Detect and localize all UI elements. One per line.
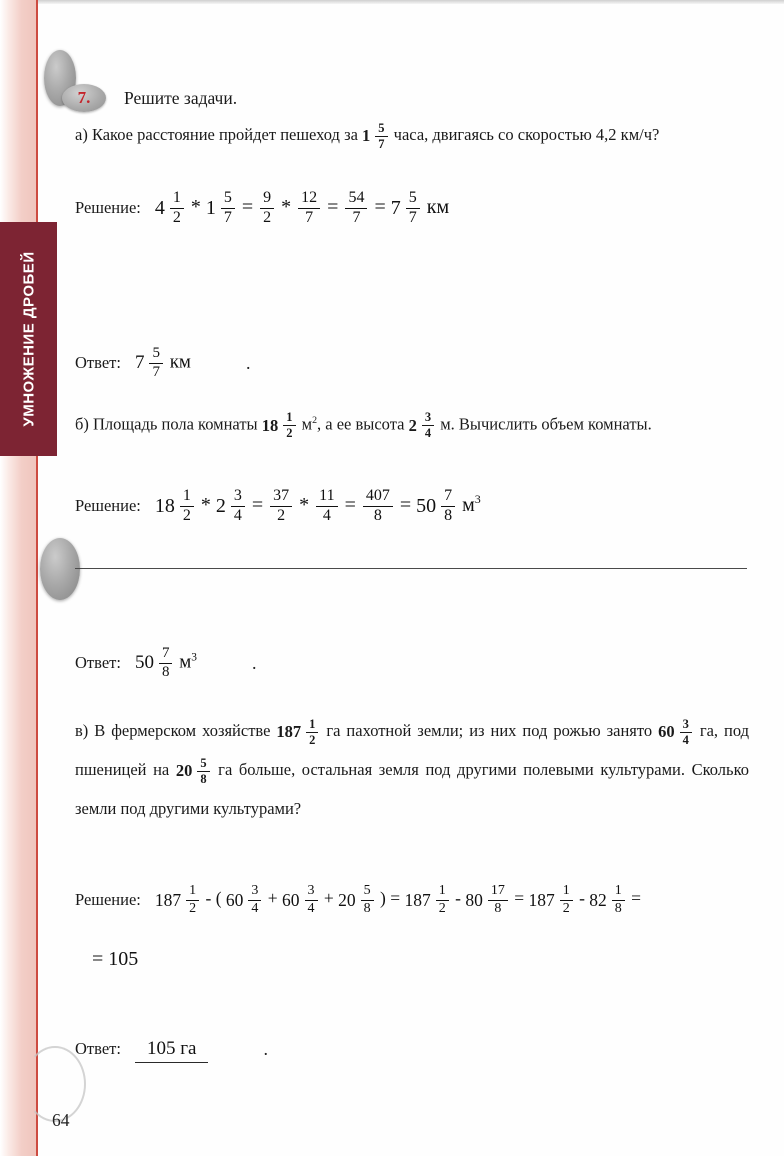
ruled-line [75,568,747,569]
answer-c-value: 105 га [135,1038,208,1060]
answer-label: Ответ: [75,653,121,673]
solution-a-expression: 4 $\frac{1}{2}$ * 1 $\frac{5}{7}$ = $\frac{9}{2}$ * $\frac{12}{7}$ = $\frac{54}{7}$ = 7 $\frac{5}{7}$ км [154,189,450,226]
solution-b-row [75,488,481,525]
solution-c-expression-line2: = 105 [92,948,139,970]
answer-b-period: . [251,652,257,673]
chapter-band [0,222,57,456]
solution-label: Решение: [75,198,141,218]
answer-b-row [75,646,256,681]
solution-c-expression-line1: 187 $\frac{1}{2}$ - ( 60 $\frac{3}{4}$ + 60 $\frac{3}{4}$ + 20 $\frac{5}{8}$ ) = 187 $\frac{1}{2}$ - 80 $\frac{17}{8}$ = 187 $\frac{1}{2}$ - 82 $\frac{1}{8}$ = [154,883,642,916]
page-edge-strip [0,0,36,1156]
page-top-edge [0,0,784,4]
answer-label: Ответ: [75,353,121,373]
answer-a-row [75,346,250,381]
solution-a-row [75,190,449,227]
problem-a-text: а) Какое расстояние пройдет пешеход за 1 $\frac{5}{7}$ часа, двигаясь со скоростью 4,2 км/ч? [75,120,660,151]
task-title: Решите задачи. [124,87,238,108]
answer-c-row [75,1038,268,1060]
page-number: 64 [52,1110,70,1130]
answer-b-value: 50 $\frac{7}{8}$ $м^3$ [134,645,197,680]
answer-a-period: . [245,352,251,373]
solution-label: Решение: [75,890,141,910]
solution-label: Решение: [75,496,141,516]
page-edge-line [36,0,38,1156]
task-header [62,84,237,112]
solution-b-expression: 18 $\frac{1}{2}$ * 2 $\frac{3}{4}$ = $\frac{37}{2}$ * $\frac{11}{4}$ = $\frac{407}{8}$ = 50 $\frac{7}{8}$ $м^3$ [154,487,481,524]
problem-c-text: в) В фермерском хозяйстве 187 $\frac{1}{2}$ га пахотной земли; из них под рожью занято 60 $\frac{3}{4}$ га, под пшеницей на 20 $\frac{5}{8}$ га больше, остальная земля под другими полевыми культурами. Сколько земли под другими культурами? [75,716,749,819]
chapter-label: УМНОЖЕНИЕ ДРОБЕЙ [20,251,37,427]
solution-c-row [75,884,641,916]
answer-a-value: 7 $\frac{5}{7}$ км [134,345,191,380]
task-number-badge: 7. [62,84,106,112]
answer-c-period: . [263,1038,268,1059]
answer-label: Ответ: [75,1039,121,1058]
section-tab-middle [40,538,80,600]
problem-b-text: б) Площадь пола комнаты 18 $\frac{1}{2}$ $м^2$, а ее высота 2 $\frac{3}{4}$ м. Вычислить объем комнаты. [75,410,652,441]
